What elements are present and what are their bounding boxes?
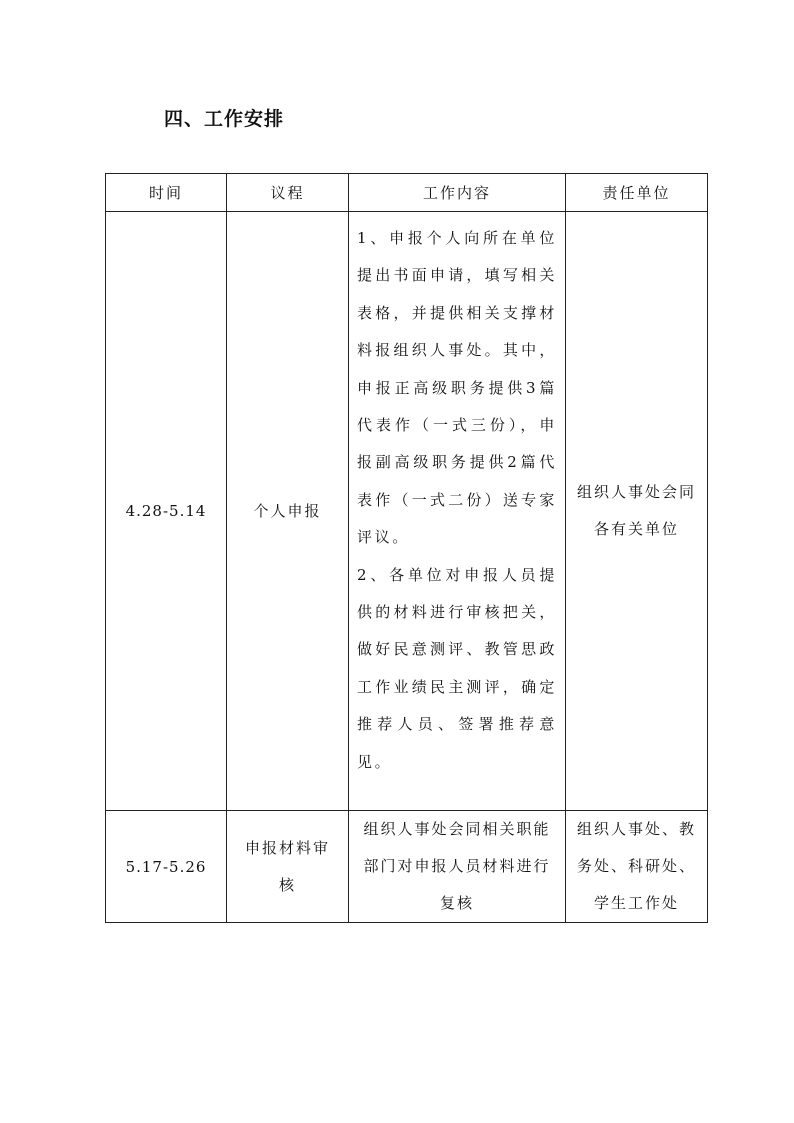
time-text: 4.28-5.14 [125,502,207,520]
cell-agenda [227,811,349,923]
agenda-text: 申报材料审核 [244,838,330,894]
header-content: 工作内容 [349,174,566,212]
content-paragraph-1: 组织人事处会同相关职能部门对申报人员材料进行复核 [363,820,551,912]
header-agenda: 议程 [227,174,349,212]
cell-responsible [566,811,708,923]
header-responsible: 责任单位 [566,174,708,212]
cell-content [349,212,566,811]
table-row [106,212,708,811]
cell-agenda [227,212,349,811]
header-time: 时间 [106,174,227,212]
content-paragraph-1: 1、申报个人向所在单位提出书面申请，填写相关表格，并提供相关支撑材料报组织人事处。其中，申报正高级职务提供3篇代表作（一式三份），申报副高级职务提供2篇代表作（一式二份）送专家评议。 [357,229,557,547]
content-paragraph-2: 2、各单位对申报人员提供的材料进行审核把关，做好民意测评、教管思政工作业绩民主测评，确定推荐人员、签署推荐意见。 [357,565,557,771]
responsible-text: 组织人事处会同各有关单位 [576,483,696,538]
cell-time [106,212,227,811]
work-schedule-table [105,173,708,923]
agenda-text: 个人申报 [253,501,322,520]
time-text: 5.17-5.26 [125,857,207,876]
section-title: 四、工作安排 [164,108,285,130]
cell-responsible [566,212,708,811]
table-row [106,811,708,923]
table-header-row [106,174,708,212]
cell-time [106,811,227,923]
cell-content [349,811,566,923]
responsible-text: 组织人事处、教务处、科研处、学生工作处 [576,820,696,912]
